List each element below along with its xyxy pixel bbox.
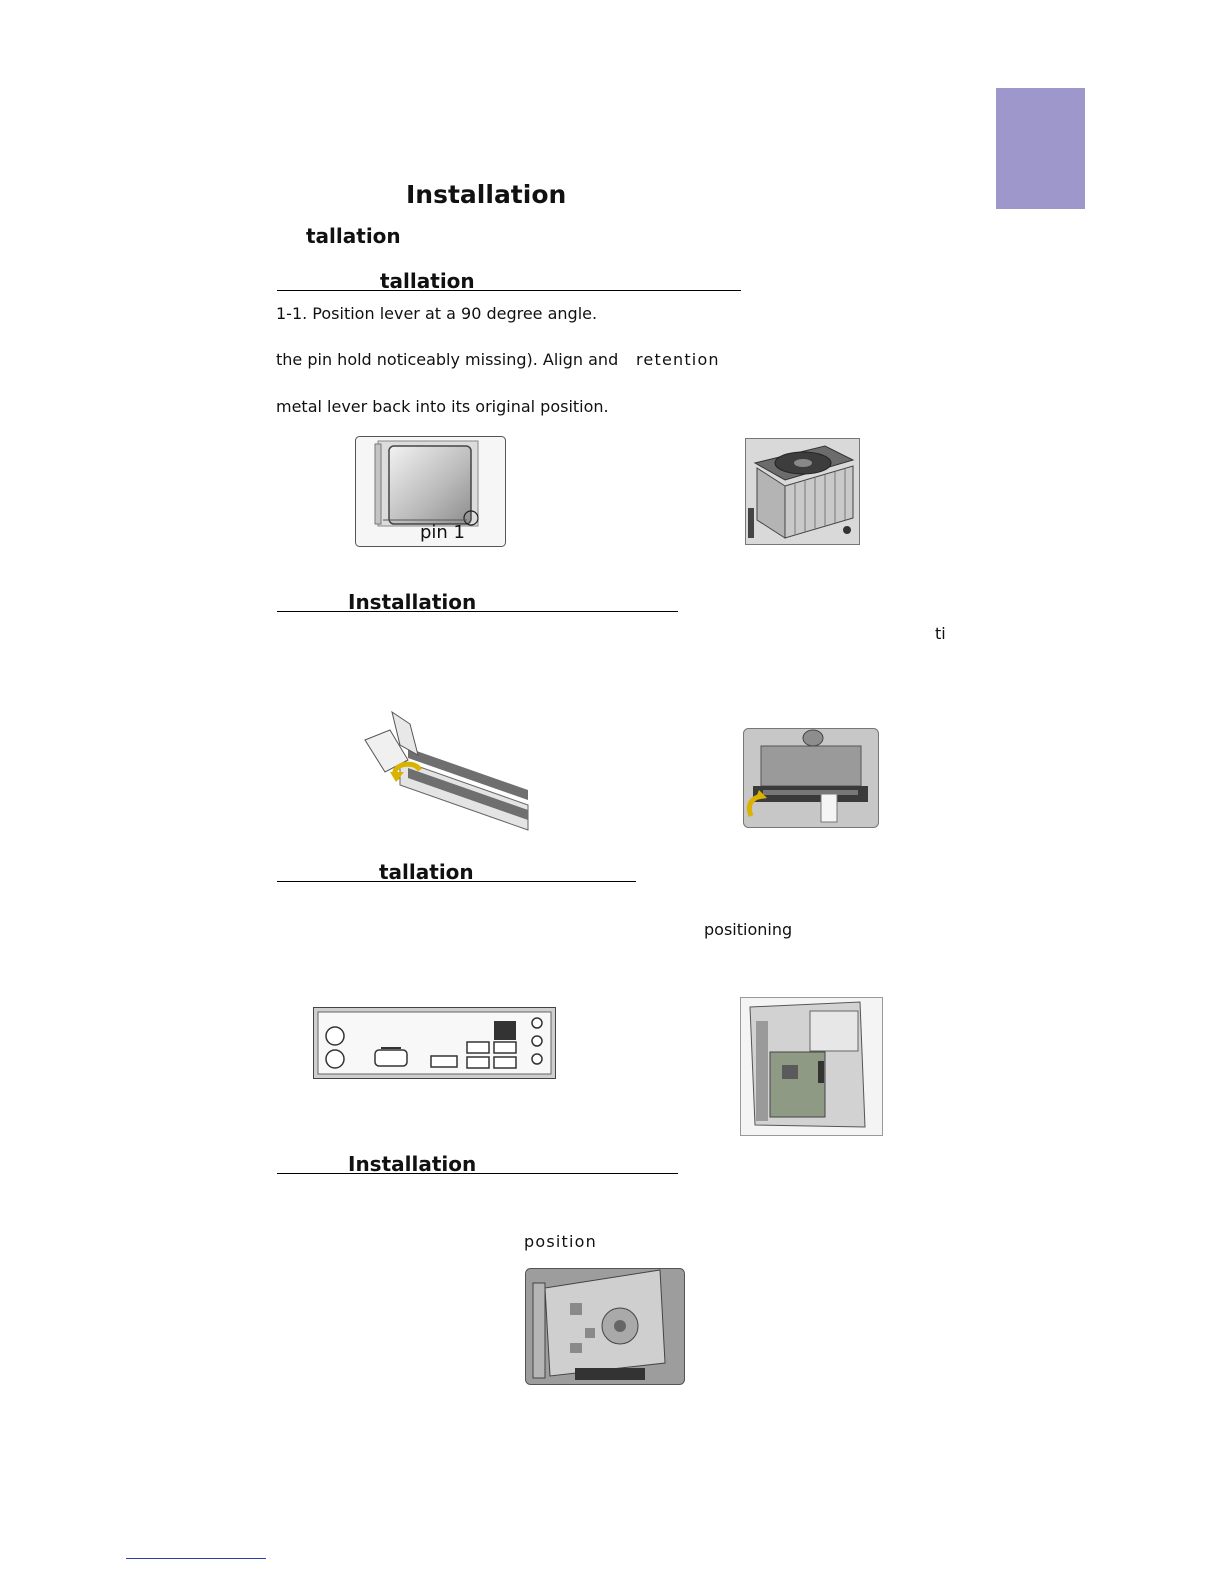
expansion-card-figure (525, 1268, 685, 1385)
heatsink-fan-figure (745, 438, 860, 545)
memory-heading-rule (277, 611, 678, 612)
ps2-port-top (326, 1027, 344, 1045)
chassis-figure (740, 997, 883, 1136)
cpu-section-heading: tallation (380, 269, 475, 293)
dimm-insert-illustration (743, 728, 879, 828)
io-shield-illustration (313, 1007, 556, 1079)
page-subtitle: tallation (306, 224, 401, 248)
io-section-heading: tallation (379, 860, 474, 884)
expansion-card-illustration (525, 1268, 685, 1385)
pin1-label: pin 1 (420, 522, 466, 543)
chapter-tab-marker (996, 88, 1085, 209)
card-section-heading: Installation (348, 1152, 477, 1176)
heatsink-fan-illustration (745, 438, 860, 545)
ps2-port-bottom (326, 1050, 344, 1068)
cpu-retention-word: retention (636, 350, 720, 369)
dimm-slot-illustration (360, 710, 530, 832)
io-shield-figure (313, 1007, 556, 1079)
chassis-illustration (740, 997, 883, 1136)
memory-section-heading: Installation (348, 590, 477, 614)
memory-text-fragment: ti (935, 624, 946, 643)
cpu-step-text: the pin hold noticeably missing). Align and (276, 350, 619, 369)
card-heading-rule (277, 1173, 678, 1174)
cpu-heading-rule (277, 290, 741, 291)
footer-link-rule (126, 1558, 266, 1559)
dimm-insert-figure (743, 728, 879, 828)
cpu-step-text-end: metal lever back into its original position. (276, 397, 609, 416)
page-title: Installation (406, 180, 567, 209)
io-text-fragment: positioning (704, 920, 793, 939)
cpu-step-1-1: 1-1. Position lever at a 90 degree angle. (276, 304, 598, 323)
dimm-slot-figure (360, 710, 530, 832)
card-text-fragment: position (524, 1232, 597, 1251)
